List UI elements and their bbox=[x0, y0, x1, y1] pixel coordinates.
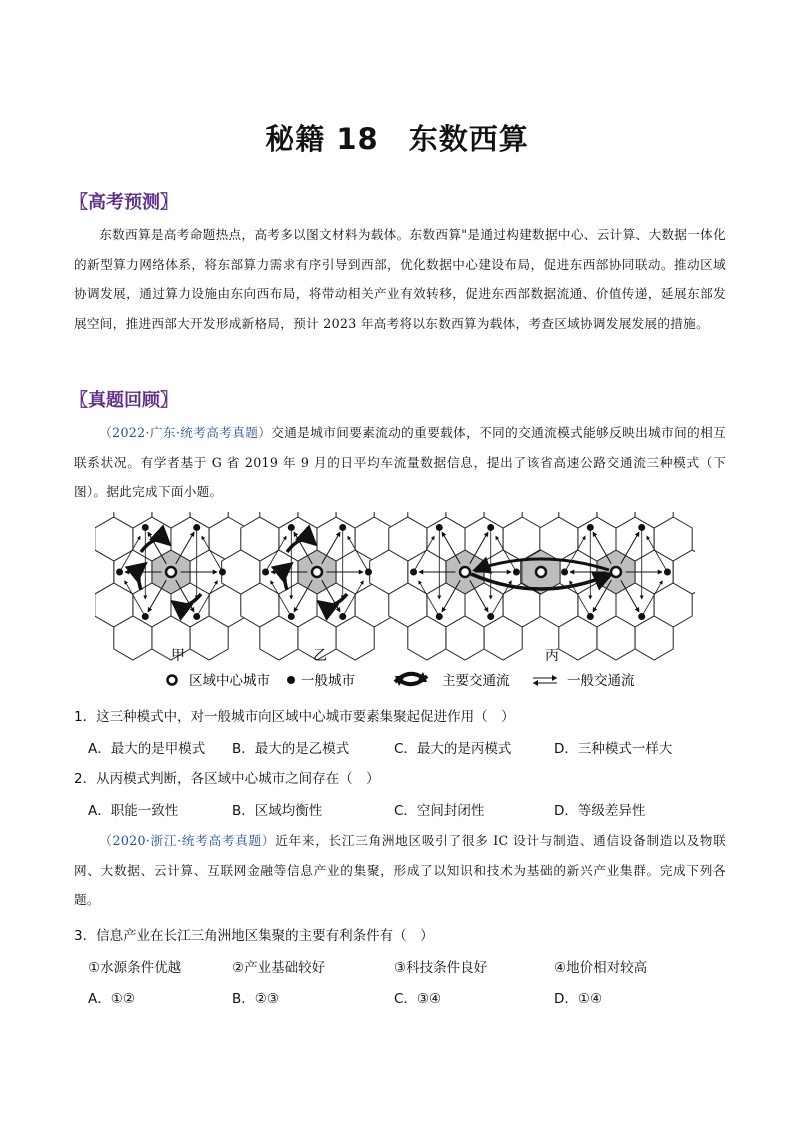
legend-general-city: 一般城市 bbox=[301, 673, 355, 689]
legend-center-city: 区域中心城市 bbox=[189, 673, 270, 689]
general-city-dot bbox=[262, 569, 269, 576]
general-city-dot bbox=[365, 569, 372, 576]
page-title: 秘籍 18 东数西算 bbox=[265, 122, 529, 156]
general-city-dot bbox=[288, 524, 295, 531]
question-1-stem: 1．这三种模式中，对一般城市向区域中心城市要素集聚起促进作用（ ） bbox=[74, 709, 515, 725]
question-3-condition-2: ②产业基础较好 bbox=[232, 960, 326, 976]
legend-general-flow: 一般交通流 bbox=[567, 673, 635, 689]
center-city-dot bbox=[460, 567, 470, 577]
general-city-dot bbox=[288, 613, 295, 620]
question-2-stem: 2．从丙模式判断，各区域中心城市之间存在（ ） bbox=[74, 771, 380, 787]
question-2-option-d[interactable]: D．等级差异性 bbox=[554, 803, 646, 819]
general-city-dot bbox=[436, 613, 443, 620]
hex-grid bbox=[95, 512, 695, 660]
general-city-dot bbox=[513, 569, 520, 576]
general-city-dot bbox=[561, 569, 568, 576]
question-3-option-c[interactable]: C．③④ bbox=[394, 991, 442, 1007]
main-flow-legend-icon bbox=[395, 672, 427, 686]
passage2-paragraph bbox=[74, 826, 726, 915]
general-city-dot bbox=[193, 524, 200, 531]
center-city-dot bbox=[611, 567, 621, 577]
passage2-text: 近年来，长江三角洲地区吸引了很多 IC 设计与制造、通信设备制造以及物联网、大数据、云计算、互联网金融等信息产业的集聚，形成了以知识和技术为基础的新兴产业集群。完成下列各题。 bbox=[74, 833, 727, 907]
general-city-dot bbox=[410, 569, 417, 576]
question-2-option-b[interactable]: B．区域均衡性 bbox=[232, 803, 323, 819]
passage1-source: （2022·广东·统考高考真题） bbox=[99, 425, 272, 440]
general-city-dot bbox=[664, 569, 671, 576]
general-city-dot bbox=[587, 613, 594, 620]
forecast-paragraph: 东数西算是高考命题热点，高考多以图文材料为载体。东数西算"是通过构建数据中心、云计算、大数据一体化的新型算力网络体系，将东部算力需求有序引导到西部，优化数据中心建设布局，促进东西部协同联动。推动区域协调发展，通过算力设施由东向西布局，将带动相关产业有效转移，促进东西部数据流通、价值传递，延展东部发展空间，推进西部大开发形成新格局，预计 2023 年高考将以东数西算为载体，考查区域协调发展发展的措施。 bbox=[74, 227, 726, 331]
figure-label-yi: 乙 bbox=[313, 648, 327, 664]
center-city-legend-icon bbox=[168, 676, 177, 685]
general-city-dot bbox=[219, 569, 226, 576]
general-city-dot bbox=[142, 524, 149, 531]
question-1-option-a[interactable]: A．最大的是甲模式 bbox=[88, 741, 206, 757]
general-city-dot bbox=[142, 613, 149, 620]
section-header-review: 〖真题回顾〗 bbox=[70, 390, 178, 411]
center-city-dot bbox=[536, 567, 546, 577]
question-3-stem: 3．信息产业在长江三角洲地区集聚的主要有利条件有（ ） bbox=[74, 928, 434, 944]
general-city-dot bbox=[638, 613, 645, 620]
figure-label-bing: 丙 bbox=[545, 648, 559, 664]
general-city-legend-icon bbox=[287, 676, 295, 684]
center-city-dot bbox=[166, 567, 176, 577]
general-city-dot bbox=[339, 524, 346, 531]
question-3-condition-3: ③科技条件良好 bbox=[394, 960, 488, 976]
general-flow-legend-icon bbox=[533, 675, 557, 686]
question-1-option-c[interactable]: C．最大的是丙模式 bbox=[394, 741, 512, 757]
question-2-option-a[interactable]: A．职能一致性 bbox=[88, 803, 179, 819]
question-3-option-a[interactable]: A．①② bbox=[88, 991, 135, 1007]
question-3-condition-1: ①水源条件优越 bbox=[88, 960, 182, 976]
question-1-option-b[interactable]: B．最大的是乙模式 bbox=[232, 741, 350, 757]
traffic-flow-figure bbox=[95, 512, 695, 692]
passage2-source: （2020·浙江·统考高考真题） bbox=[99, 833, 276, 848]
general-city-dot bbox=[587, 524, 594, 531]
general-city-dot bbox=[116, 569, 123, 576]
general-city-dot bbox=[487, 524, 494, 531]
passage1-paragraph bbox=[74, 418, 726, 507]
general-city-dot bbox=[436, 524, 443, 531]
question-3-option-d[interactable]: D．①④ bbox=[554, 991, 603, 1007]
legend-main-flow: 主要交通流 bbox=[442, 673, 510, 689]
general-city-dot bbox=[193, 613, 200, 620]
section-header-forecast: 〖高考预测〗 bbox=[70, 192, 178, 213]
general-city-dot bbox=[487, 613, 494, 620]
general-city-dot bbox=[339, 613, 346, 620]
general-city-dot bbox=[638, 524, 645, 531]
question-2-option-c[interactable]: C．空间封闭性 bbox=[394, 803, 485, 819]
question-3-condition-4: ④地价相对较高 bbox=[554, 960, 648, 976]
question-3-option-b[interactable]: B．②③ bbox=[232, 991, 279, 1007]
question-1-option-d[interactable]: D．三种模式一样大 bbox=[554, 741, 673, 757]
passage1-text: 交通是城市间要素流动的重要载体，不同的交通流模式能够反映出城市间的相互联系状况。有学者基于 G 省 2019 年 9 月的日平均车流量数据信息，提出了该省高速公路交通流三种模式（下图）。据此完成下面小题。 bbox=[74, 425, 726, 499]
center-city-dot bbox=[312, 567, 322, 577]
figure-label-jia: 甲 bbox=[171, 648, 185, 664]
